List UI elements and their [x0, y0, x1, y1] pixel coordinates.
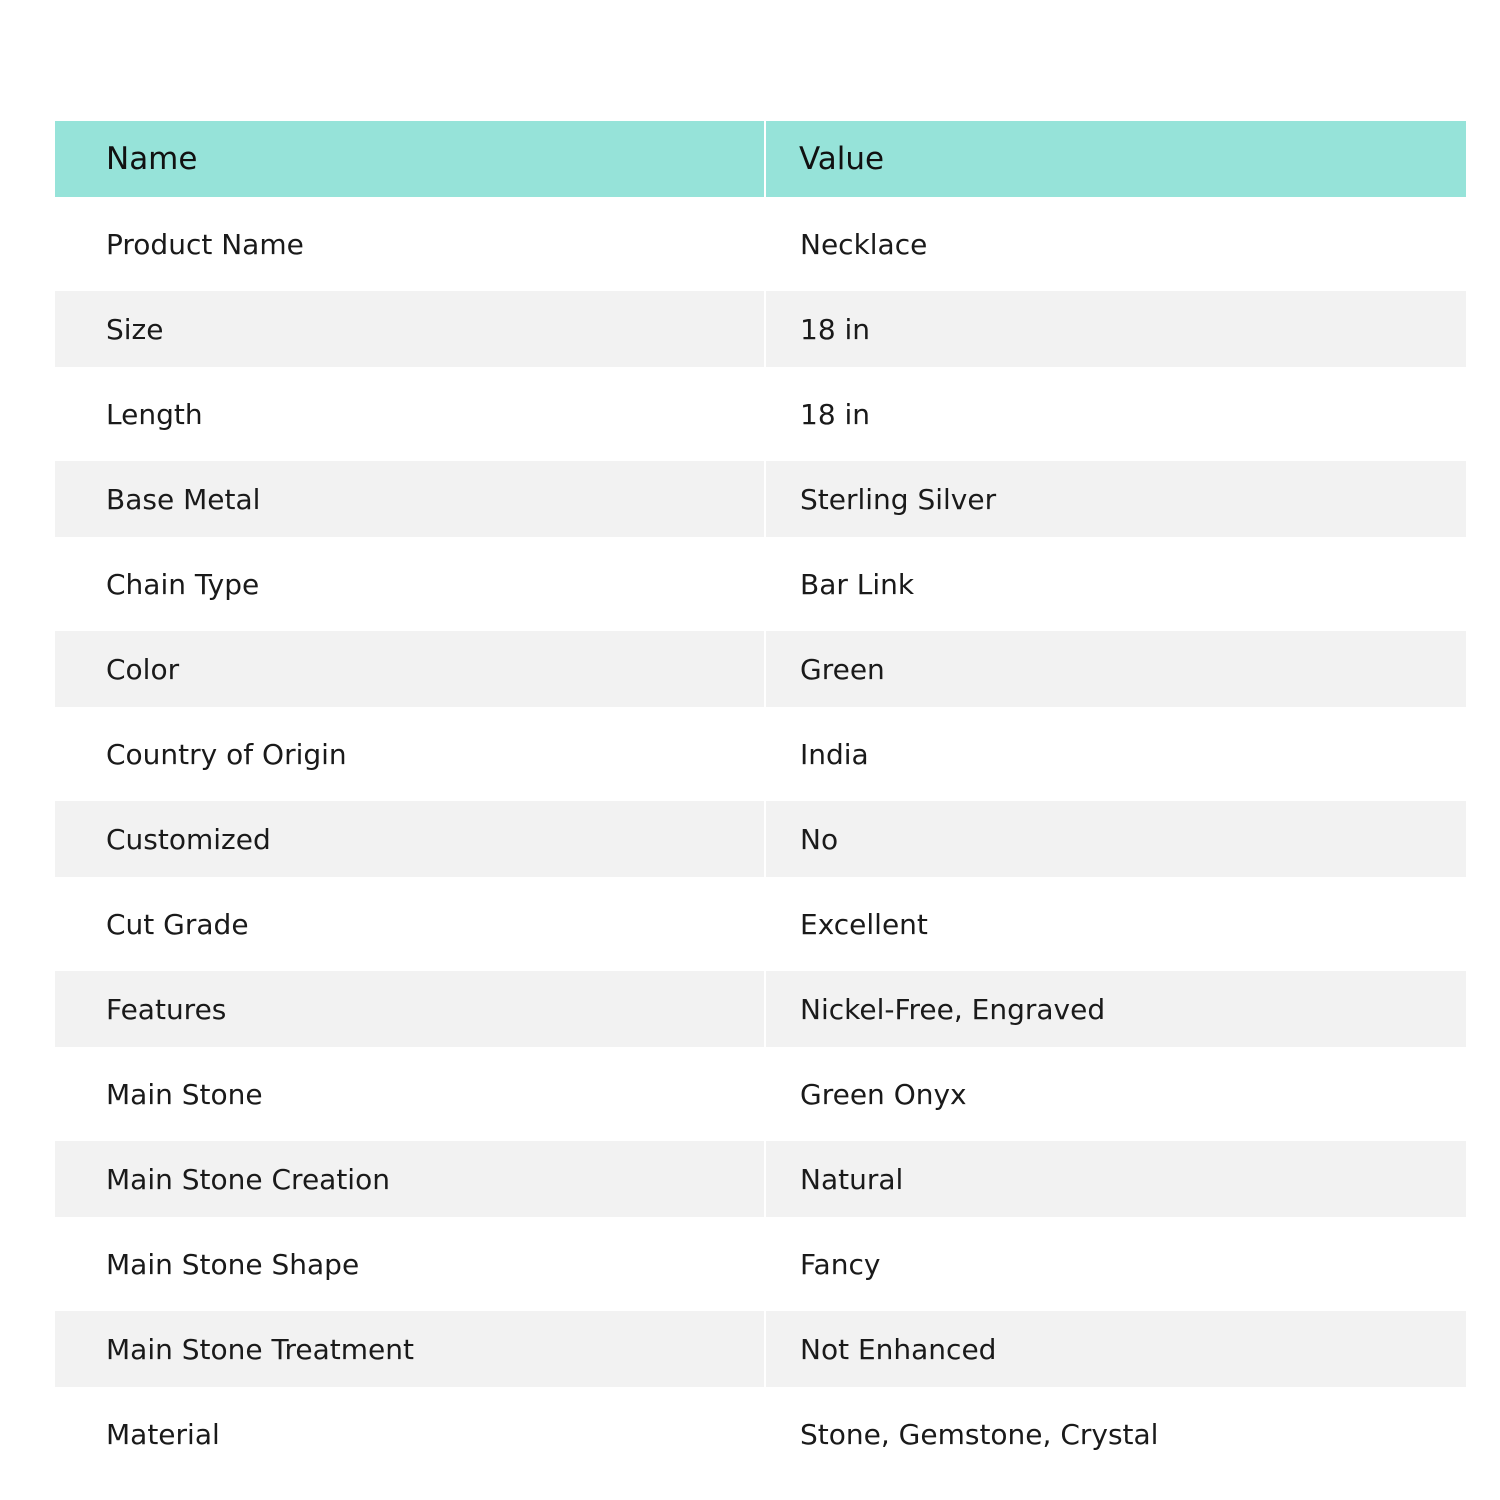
- row-name: Customized: [55, 801, 766, 877]
- row-value: Green: [766, 631, 1466, 707]
- row-name: Main Stone: [55, 1047, 766, 1141]
- table-row: [55, 1387, 1466, 1481]
- row-name: Main Stone Treatment: [55, 1311, 766, 1387]
- row-value: Sterling Silver: [766, 461, 1466, 537]
- row-value: Stone, Gemstone, Crystal: [766, 1387, 1466, 1481]
- row-name: Main Stone Creation: [55, 1141, 766, 1217]
- table-header: [55, 121, 1466, 197]
- table-row: [55, 537, 1466, 631]
- table-row: [55, 877, 1466, 971]
- table-row: [55, 1141, 1466, 1217]
- row-value: Fancy: [766, 1217, 1466, 1311]
- table-row: [55, 367, 1466, 461]
- row-name: Features: [55, 971, 766, 1047]
- row-value: Bar Link: [766, 537, 1466, 631]
- table-row: [55, 461, 1466, 537]
- row-value: Necklace: [766, 197, 1466, 291]
- row-value: Natural: [766, 1141, 1466, 1217]
- table-row: [55, 801, 1466, 877]
- table-row: [55, 197, 1466, 291]
- row-value: 18 in: [766, 291, 1466, 367]
- row-value: Green Onyx: [766, 1047, 1466, 1141]
- row-name: Main Stone Shape: [55, 1217, 766, 1311]
- row-value: 18 in: [766, 367, 1466, 461]
- row-name: Cut Grade: [55, 877, 766, 971]
- table-row: [55, 971, 1466, 1047]
- row-value: Excellent: [766, 877, 1466, 971]
- header-row: [55, 121, 1466, 197]
- header-name: Name: [55, 121, 766, 197]
- table-row: [55, 631, 1466, 707]
- table-row: [55, 1217, 1466, 1311]
- row-name: Color: [55, 631, 766, 707]
- row-name: Length: [55, 367, 766, 461]
- row-value: No: [766, 801, 1466, 877]
- table-row: [55, 1047, 1466, 1141]
- table-row: [55, 707, 1466, 801]
- row-name: Country of Origin: [55, 707, 766, 801]
- row-value: India: [766, 707, 1466, 801]
- table-body: [55, 197, 1466, 1481]
- row-name: Product Name: [55, 197, 766, 291]
- product-specs-table: [55, 121, 1466, 1481]
- row-name: Base Metal: [55, 461, 766, 537]
- row-value: Not Enhanced: [766, 1311, 1466, 1387]
- row-name: Material: [55, 1387, 766, 1481]
- table-row: [55, 1311, 1466, 1387]
- header-value: Value: [766, 121, 1466, 197]
- row-name: Chain Type: [55, 537, 766, 631]
- row-name: Size: [55, 291, 766, 367]
- table-row: [55, 291, 1466, 367]
- row-value: Nickel-Free, Engraved: [766, 971, 1466, 1047]
